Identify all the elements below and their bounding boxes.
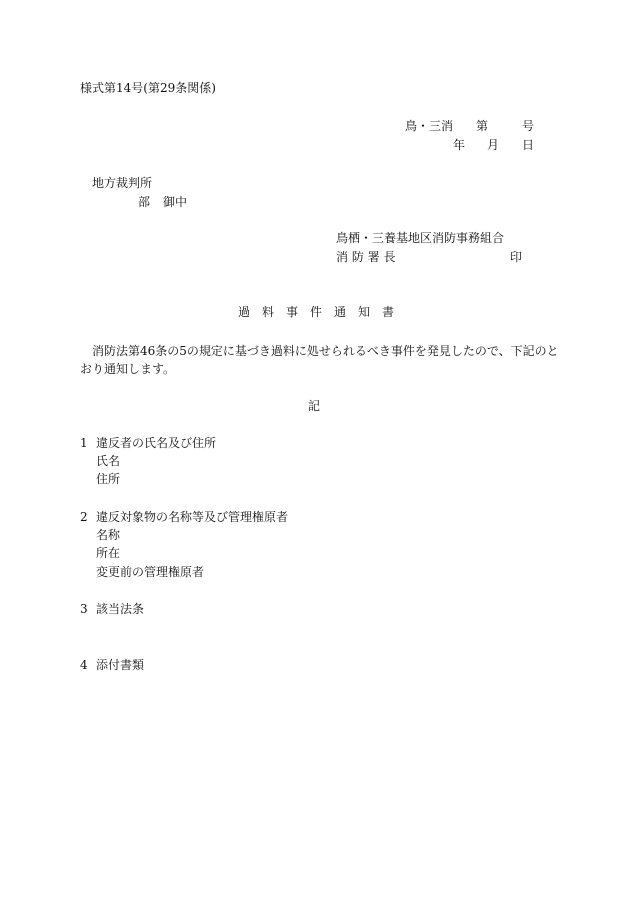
addressee-onchu: 御中 bbox=[163, 195, 188, 209]
item-3-number: 3 bbox=[80, 602, 88, 616]
doc-number-prefix: 鳥・三消 bbox=[405, 119, 454, 133]
item-1-sub-address: 住所 bbox=[96, 472, 121, 486]
date-month: 月 bbox=[487, 138, 500, 152]
item-1-sub-name: 氏名 bbox=[96, 454, 121, 468]
sender-title: 消 防 署 長 bbox=[336, 250, 396, 264]
item-2-sub-previous-manager: 変更前の管理権原者 bbox=[96, 565, 205, 579]
addressee-court: 地方裁判所 bbox=[92, 176, 153, 190]
body-line-1: 消防法第46条の5の規定に基づき過料に処せられるべき事件を発見したので、下記のと bbox=[92, 344, 559, 358]
seal-mark: 印 bbox=[510, 250, 523, 264]
sender-organization: 鳥栖・三養基地区消防事務組合 bbox=[336, 231, 505, 245]
item-2-sub-name: 名称 bbox=[96, 528, 121, 542]
item-1-heading: 違反者の氏名及び住所 bbox=[96, 436, 217, 450]
doc-number-dai: 第 bbox=[476, 119, 489, 133]
item-3-heading: 該当法条 bbox=[96, 602, 145, 616]
item-2-heading: 違反対象物の名称等及び管理権原者 bbox=[96, 510, 289, 524]
addressee-department: 部 bbox=[138, 195, 151, 209]
date-year: 年 bbox=[453, 138, 466, 152]
body-line-2: おり通知します。 bbox=[80, 362, 176, 376]
form-number: 様式第14号(第29条関係) bbox=[80, 81, 216, 95]
item-4-heading: 添付書類 bbox=[96, 658, 145, 672]
date-day: 日 bbox=[522, 138, 535, 152]
item-1-number: 1 bbox=[80, 436, 88, 450]
ki-heading: 記 bbox=[308, 399, 321, 413]
item-4-number: 4 bbox=[80, 658, 88, 672]
item-2-sub-location: 所在 bbox=[96, 546, 121, 560]
item-2-number: 2 bbox=[80, 510, 88, 524]
document-title: 過 料 事 件 通 知 書 bbox=[238, 305, 395, 319]
doc-number-go: 号 bbox=[522, 119, 535, 133]
